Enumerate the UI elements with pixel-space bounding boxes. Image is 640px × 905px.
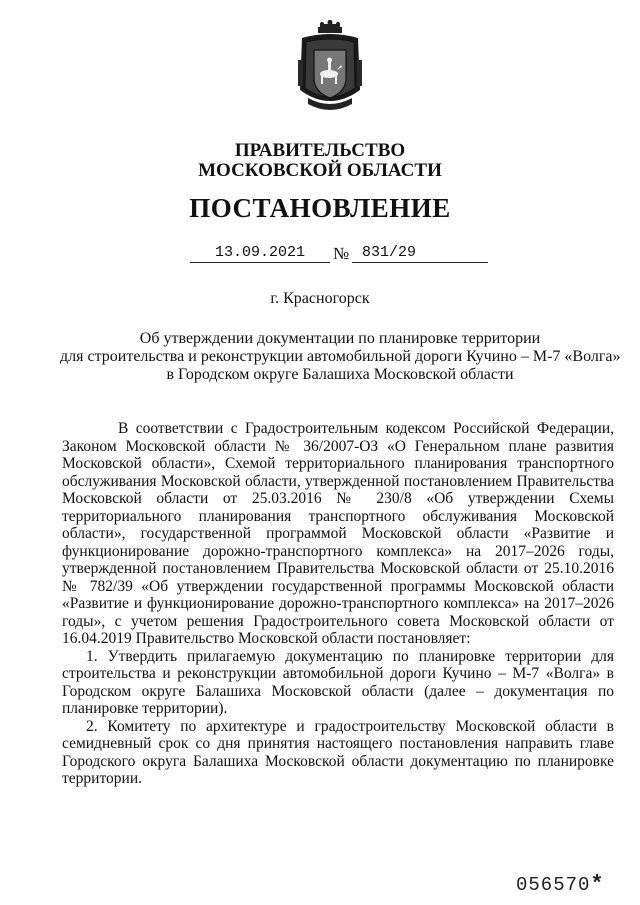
government-title-line1: ПРАВИТЕЛЬСТВО: [234, 140, 406, 161]
date-number-row: [190, 244, 490, 268]
decree-body: [62, 420, 614, 788]
preamble-paragraph: В соответствии с Градостроительным кодексом Российской Федерации, Законом Московской области № 36/2007-ОЗ «О Генеральном плане развития Московской области», Схемой территориального планирования транспортного обслуживания Московской области, утвержденной постановлением Правительства Московской области от 25.03.2016 № 230/8 «Об утверждении Схемы территориального планирования транспортного обслуживания Московской области», государственной программой Московской области «Развитие и функционирование дорожно-транспортного комплекса» на 2017–2026 годы, утвержденной постановлением Правительства Московской области от 25.10.2016 № 782/39 «Об утверждении государственной программы Московской области «Развитие и функционирование дорожно-транспортного комплекса» на 2017–2026 годы», с учетом решения Градостроительного совета Московской области от 16.04.2019 Правительство Московской области постановляет:: [62, 420, 614, 647]
item-2-paragraph: 2. Комитету по архитектуре и градостроительству Московской области в семидневный срок со дня принятия настоящего постановления направить главе Городского округа Балашиха Московской области документацию по планировке территории.: [62, 717, 614, 787]
decree-subject: [60, 330, 620, 384]
serial-mark: *: [590, 872, 605, 897]
city-name: г. Красногорск: [270, 290, 370, 307]
government-title-line2: МОСКОВСКОЙ ОБЛАСТИ: [198, 160, 442, 181]
number-sign: №: [333, 244, 350, 263]
item-1-paragraph: 1. Утвердить прилагаемую документацию по планировке территории для строительства и реконструкции автомобильной дороги Кучино – М-7 «Волга» в Городском округе Балашиха Московской области (далее – документация по планировке территории).: [62, 647, 614, 717]
subject-line: Об утверждении документации по планировке территории: [139, 330, 541, 347]
subject-line: для строительства и реконструкции автомобильной дороги Кучино – М-7 «Волга»: [60, 348, 621, 365]
document-type-title: ПОСТАНОВЛЕНИЕ: [189, 193, 451, 223]
decree-number: 831/29: [352, 244, 488, 263]
subject-line: в Городском округе Балашиха Московской области: [166, 366, 514, 383]
serial-digits: 056570: [516, 874, 591, 896]
decree-date: 13.09.2021: [190, 244, 330, 263]
coat-of-arms-icon: [294, 20, 366, 112]
serial-number: [516, 872, 605, 897]
